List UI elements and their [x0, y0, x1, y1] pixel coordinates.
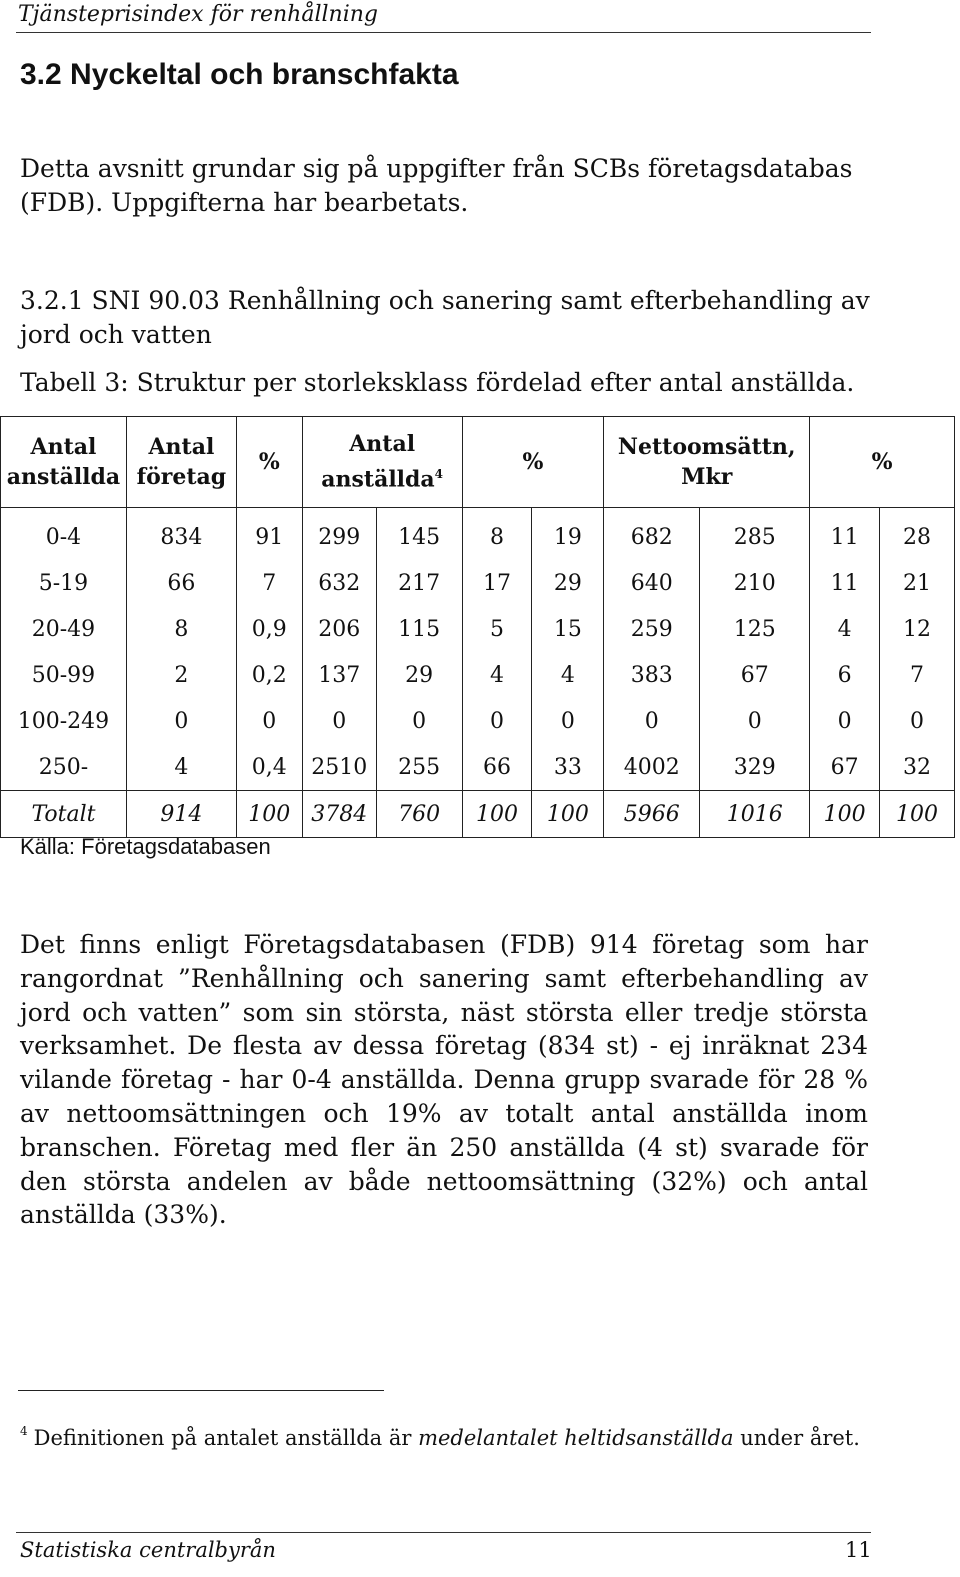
table-cell: 100 [810, 791, 880, 838]
header-rule [16, 32, 871, 33]
header-percent-foretag: % [236, 417, 302, 508]
table-cell: 15 [532, 606, 604, 652]
table-cell: 0,9 [236, 606, 302, 652]
table-cell: 640 [604, 560, 700, 606]
table-cell: 0 [302, 698, 376, 744]
table-cell: 250- [1, 744, 127, 791]
footnote-marker: 4 [20, 1424, 28, 1438]
table-cell: 5 [462, 606, 532, 652]
table-cell: 0 [236, 698, 302, 744]
table-cell: 259 [604, 606, 700, 652]
table-cell: 67 [810, 744, 880, 791]
table-cell: 137 [302, 652, 376, 698]
table-cell: 210 [700, 560, 810, 606]
footer-publisher: Statistiska centralbyrån [20, 1538, 276, 1562]
table-cell: 12 [880, 606, 955, 652]
table-cell: 217 [376, 560, 462, 606]
footnote: $^4$ Definitionen på antalet anställda är medelantalet heltidsanställda under året. [20, 1424, 860, 1450]
table-cell: 11 [810, 508, 880, 561]
table-cell: 632 [302, 560, 376, 606]
table-cell: 2 [126, 652, 236, 698]
table-cell: 32 [880, 744, 955, 791]
table-cell: 7 [236, 560, 302, 606]
table-cell: 66 [126, 560, 236, 606]
table-cell: 115 [376, 606, 462, 652]
table-cell: 5-19 [1, 560, 127, 606]
table-cell: 100 [236, 791, 302, 838]
table-cell: 4 [126, 744, 236, 791]
table-caption: Tabell 3: Struktur per storleksklass fördelad efter antal anställda. [20, 368, 855, 397]
table-cell: 2510 [302, 744, 376, 791]
table-cell: 1016 [700, 791, 810, 838]
table-cell: 67 [700, 652, 810, 698]
table-cell: 329 [700, 744, 810, 791]
table-cell: 255 [376, 744, 462, 791]
table-cell: 66 [462, 744, 532, 791]
table-header-row [1, 417, 955, 508]
table-cell: 8 [126, 606, 236, 652]
table-cell: 6 [810, 652, 880, 698]
table-total-row [1, 791, 955, 838]
body-paragraph: Det finns enligt Företagsdatabasen (FDB) 914 företag som har rangordnat ”Renhållning och sanering samt efterbehandling av jord och vatten” som sin största, näst största eller tredje största verksamhet. De flesta av dessa företag (834 st) - ej inräknat 234 vilande företag - har 0-4 anställda. Denna grupp svarade för 28 % av nettoomsättningen och 19% av totalt antal anställda inom branschen. Företag med fler än 250 anställda (4 st) svarade för den största andelen av både nettoomsättning (32%) och antal anställda (33%). [20, 930, 868, 1230]
table-cell: 11 [810, 560, 880, 606]
table-cell: 125 [700, 606, 810, 652]
table-row [1, 744, 955, 791]
structure-table [0, 416, 955, 838]
table-cell: 914 [126, 791, 236, 838]
table-cell: 0 [604, 698, 700, 744]
table-cell: 0 [462, 698, 532, 744]
table-cell: 33 [532, 744, 604, 791]
table-row [1, 508, 955, 561]
table-cell: 91 [236, 508, 302, 561]
table-cell: 50-99 [1, 652, 127, 698]
header-percent-anstallda: % [462, 417, 604, 508]
table-row [1, 560, 955, 606]
table-cell: 0,2 [236, 652, 302, 698]
table-cell: 17 [462, 560, 532, 606]
table-cell: 0 [810, 698, 880, 744]
table-cell: 834 [126, 508, 236, 561]
footnote-rule [18, 1390, 384, 1391]
table-row [1, 698, 955, 744]
header-nettoomsattning: Nettoomsättn, Mkr [604, 417, 810, 508]
table-cell: 0-4 [1, 508, 127, 561]
table-cell: 0 [700, 698, 810, 744]
table-cell: 21 [880, 560, 955, 606]
table-cell: 5966 [604, 791, 700, 838]
intro-paragraph: Detta avsnitt grundar sig på uppgifter från SCBs företagsdatabas (FDB). Uppgifterna har bearbetats. [20, 154, 853, 217]
table-cell: 7 [880, 652, 955, 698]
header-percent-omsattning: % [810, 417, 955, 508]
table-row [1, 606, 955, 652]
table-cell: 8 [462, 508, 532, 561]
table-cell: 29 [376, 652, 462, 698]
table-cell: 100 [532, 791, 604, 838]
table-cell: Totalt [1, 791, 127, 838]
table-cell: 145 [376, 508, 462, 561]
table-cell: 100 [880, 791, 955, 838]
table-cell: 19 [532, 508, 604, 561]
table-source: Källa: Företagsdatabasen [20, 834, 271, 859]
table-cell: 0,4 [236, 744, 302, 791]
header-antal-anstallda: Antal anställda [1, 417, 127, 508]
table-cell: 4 [810, 606, 880, 652]
table-cell: 3784 [302, 791, 376, 838]
header-antal-foretag: Antal företag [126, 417, 236, 508]
table-cell: 285 [700, 508, 810, 561]
section-title: 3.2 Nyckeltal och branschfakta [20, 58, 459, 91]
table-cell: 20-49 [1, 606, 127, 652]
footer-rule [16, 1532, 871, 1533]
table-cell: 0 [376, 698, 462, 744]
table-cell: 682 [604, 508, 700, 561]
table-cell: 0 [532, 698, 604, 744]
table-row [1, 652, 955, 698]
table-cell: 29 [532, 560, 604, 606]
table-cell: 100 [462, 791, 532, 838]
table-cell: 100-249 [1, 698, 127, 744]
table-cell: 4 [462, 652, 532, 698]
page-number: 11 [845, 1538, 872, 1562]
table-cell: 28 [880, 508, 955, 561]
table-cell: 760 [376, 791, 462, 838]
table-cell: 0 [880, 698, 955, 744]
table-cell: 383 [604, 652, 700, 698]
table-cell: 4 [532, 652, 604, 698]
table-cell: 4002 [604, 744, 700, 791]
table-cell: 0 [126, 698, 236, 744]
header-antal-anstallda-2: Antal anställda$^4$ [302, 417, 462, 508]
running-title: Tjänsteprisindex för renhållning [18, 2, 378, 27]
subsection-title: 3.2.1 SNI 90.03 Renhållning och sanering samt efterbehandling av jord och vatten [20, 286, 870, 349]
table-cell: 299 [302, 508, 376, 561]
table-cell: 206 [302, 606, 376, 652]
